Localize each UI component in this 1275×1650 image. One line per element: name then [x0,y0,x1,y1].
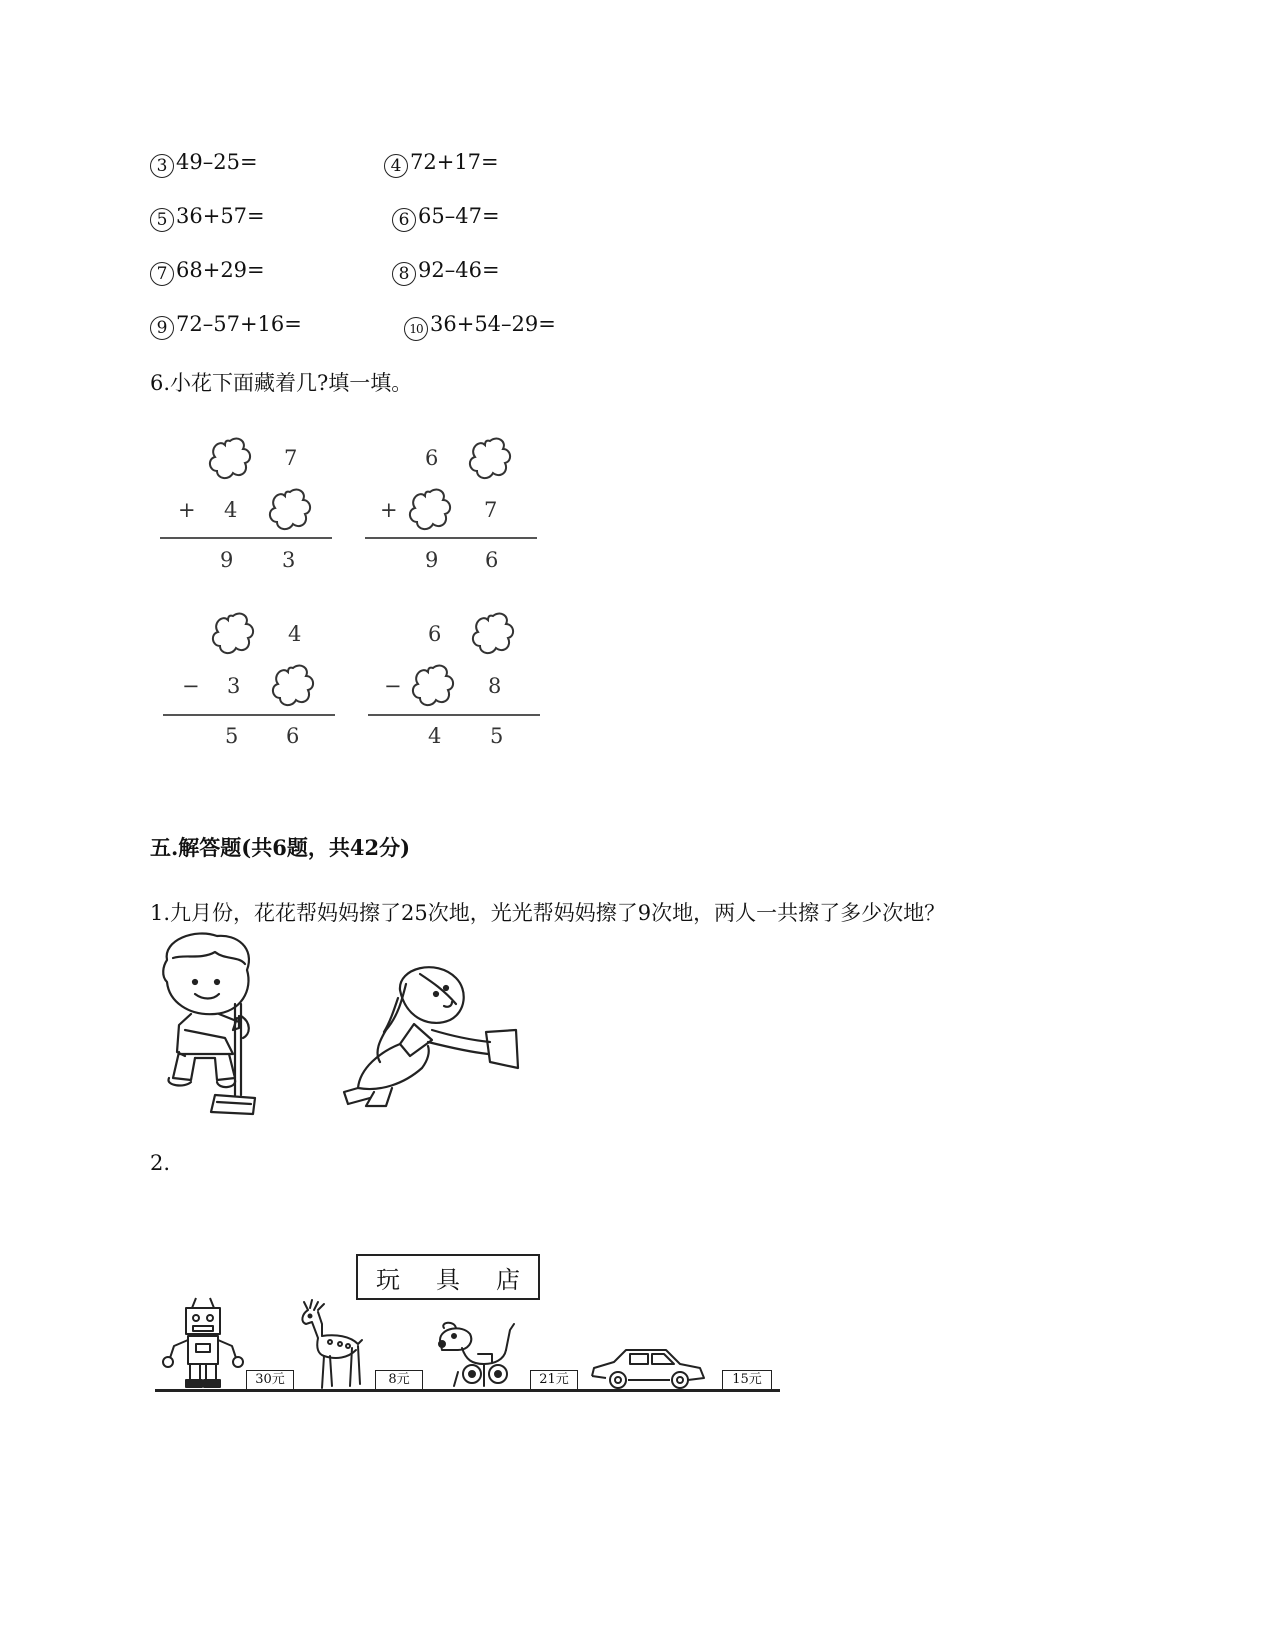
equation-expr: 36+57= [176,204,265,228]
flower-icon [265,484,315,534]
circled-number: 9 [150,316,174,340]
equation-expr: 68+29= [176,258,265,282]
equation-expr: 49–25= [176,150,258,174]
price-tag-dog: 21元 [530,1370,578,1389]
circled-number: 10 [404,317,428,341]
price-tag-deer: 8元 [375,1370,423,1389]
flower-icon [205,433,255,483]
operator: + [178,498,196,522]
equation-9 [150,312,302,340]
equation-4 [384,150,499,178]
deer-toy-icon [296,1298,366,1389]
equation-expr: 92–46= [418,258,500,282]
digit: 4 [224,498,238,522]
flower-icon [408,660,458,710]
circled-number: 8 [392,262,416,286]
equation-expr: 72+17= [410,150,499,174]
car-toy-icon [588,1346,708,1390]
difference-line [368,714,540,716]
digit: 8 [488,674,502,698]
operator: + [380,498,398,522]
result-digit: 4 [428,724,442,748]
result-digit: 5 [225,724,239,748]
circled-number: 5 [150,208,174,232]
section-heading: 五.解答题(共6题，共42分) [150,835,411,860]
flower-icon [468,608,518,658]
q2-label: 2. [150,1151,171,1175]
result-digit: 6 [485,548,499,572]
circled-number: 4 [384,154,408,178]
dog-toy-icon [432,1320,524,1389]
equation-expr: 72–57+16= [176,312,302,336]
flower-icon [465,433,515,483]
result-digit: 9 [425,548,439,572]
circled-number: 6 [392,208,416,232]
digit: 6 [425,446,439,470]
flower-icon [208,608,258,658]
result-digit: 3 [282,548,296,572]
operator: − [384,674,402,698]
sign-char: 店 [496,1265,520,1294]
circled-number: 7 [150,262,174,286]
equation-expr: 36+54–29= [430,312,556,336]
sum-line [365,537,537,539]
price-tag-car: 15元 [722,1370,772,1389]
equation-7 [150,258,265,286]
flower-icon [268,660,318,710]
difference-line [163,714,335,716]
girl-cleaning-illustration [340,960,535,1110]
digit: 3 [227,674,241,698]
boy-mopping-illustration [155,930,265,1125]
digit: 4 [288,622,302,646]
circled-number: 3 [150,154,174,178]
result-digit: 5 [490,724,504,748]
equation-6 [392,204,500,232]
toy-shop-sign [356,1254,540,1300]
price-tag-robot: 30元 [246,1370,294,1389]
digit: 6 [428,622,442,646]
equation-8 [392,258,500,286]
operator: − [182,674,200,698]
robot-toy-icon [158,1296,250,1389]
digit: 7 [484,498,498,522]
equation-expr: 65–47= [418,204,500,228]
flower-icon [405,484,455,534]
sum-line [160,537,332,539]
sign-char: 具 [436,1265,460,1294]
q6-prompt: 6.小花下面藏着几?填一填。 [150,371,413,395]
q1-text: 1.九月份，花花帮妈妈擦了25次地，光光帮妈妈擦了9次地，两人一共擦了多少次地？ [150,901,946,925]
result-digit: 9 [220,548,234,572]
equation-3 [150,150,258,178]
digit: 7 [284,446,298,470]
equation-5 [150,204,265,232]
result-digit: 6 [286,724,300,748]
equation-10 [404,312,556,341]
sign-char: 玩 [376,1265,400,1294]
